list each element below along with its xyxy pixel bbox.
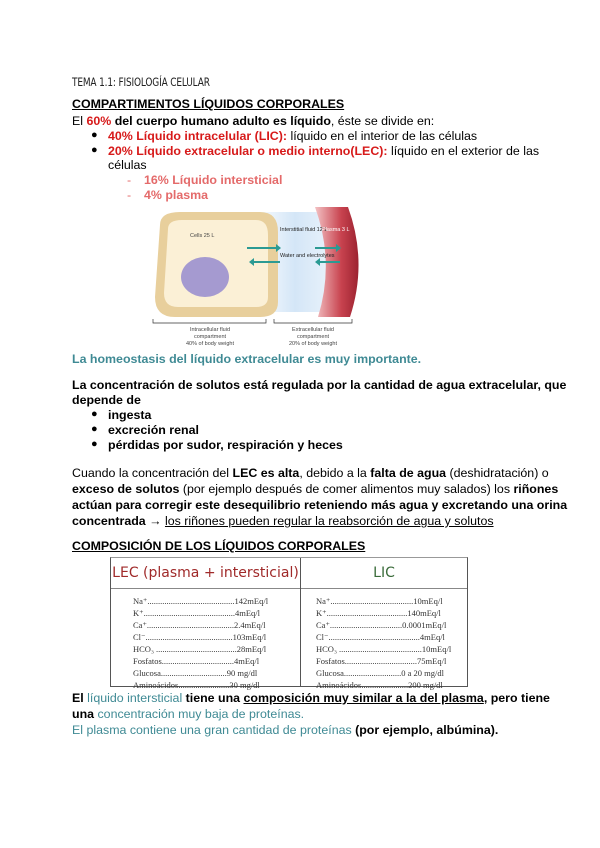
homeostasis-note: La homeostasis del líquido extracelular es muy importante. xyxy=(72,352,422,366)
table-row-lec: Glucosa...............................90 mg/dl xyxy=(133,668,258,678)
composition-table xyxy=(110,557,468,690)
plasma-label: Plasma 3 L xyxy=(322,227,350,233)
water-label: Water and electrolytes xyxy=(280,253,335,259)
bullet-icon: ● xyxy=(91,408,98,420)
ecf-label: Extracellular fluid xyxy=(292,327,334,333)
table-row-lec: Cl⁻.........................................103mEq/l xyxy=(133,632,267,642)
list-item: 40% Líquido intracelular (LIC): líquido en el interior de las células xyxy=(108,129,478,143)
list-item: ingesta xyxy=(108,408,152,422)
column-divider xyxy=(300,558,301,686)
paragraph-line: actúan para corregir este desequilibrio reteniendo más agua y excretando una orina xyxy=(72,498,568,512)
brace xyxy=(153,319,352,323)
table-row-lic: Glucosa...........................0 a 20 mg/dl xyxy=(316,668,444,678)
closing-line: El líquido intersticial tiene una composición muy similar a la del plasma, pero tiene xyxy=(72,691,550,705)
paragraph-line: Cuando la concentración del LEC es alta, debido a la falta de agua (deshidratación) o xyxy=(72,466,549,480)
icf-label: 40% of body weight xyxy=(185,341,235,347)
list-item: 20% Líquido extracelular o medio interno(LEC): líquido en el exterior de las xyxy=(108,144,540,158)
bullet-icon: ● xyxy=(91,423,98,435)
bullet-icon: ● xyxy=(91,438,98,450)
table-row-lec: K⁺...........................................4mEq/l xyxy=(133,608,261,618)
cells-label: Cells 25 L xyxy=(190,233,215,239)
ecf-label: compartment xyxy=(296,334,330,340)
dash-icon: - xyxy=(127,173,132,187)
table-row-lic: HCO₃ .......................................10mEq/l xyxy=(316,644,452,654)
section-heading: COMPOSICIÓN DE LOS LÍQUIDOS CORPORALES xyxy=(72,539,366,553)
table-header-lec: LEC (plasma + intersticial) xyxy=(111,558,301,589)
ecf-label: 20% of body weight xyxy=(288,341,338,347)
table-row-lic: Ca⁺..................................0.0001mEq/l xyxy=(316,620,447,630)
table-row-lic: Na⁺.......................................10mEq/l xyxy=(316,596,443,606)
paragraph-line: exceso de solutos (por ejemplo después de comer alimentos muy salados) los riñones xyxy=(72,482,559,496)
paragraph-line: concentrada → los riñones pueden regular la reabsorción de agua y solutos xyxy=(72,514,494,528)
concentration-text: depende de xyxy=(72,393,141,407)
sub-item: 16% Líquido intersticial xyxy=(144,173,283,187)
table-row-lic: Cl⁻...........................................4mEq/l xyxy=(316,632,445,642)
icf-label: compartment xyxy=(193,334,227,340)
fluid-compartments-diagram xyxy=(150,207,380,347)
section-heading: COMPARTIMENTOS LÍQUIDOS CORPORALES xyxy=(72,97,345,111)
list-item: pérdidas por sudor, respiración y heces xyxy=(108,438,343,452)
bullet-icon: ● xyxy=(91,129,98,141)
dash-icon: - xyxy=(127,188,132,202)
concentration-text: La concentración de solutos está regulada por la cantidad de agua extracelular, que xyxy=(72,378,567,392)
intro-text: El 60% del cuerpo humano adulto es líquido, éste se divide en: xyxy=(72,114,435,128)
sub-item: 4% plasma xyxy=(144,188,209,202)
table-row-lic: K⁺......................................140mEq/l xyxy=(316,608,441,618)
bullet-icon: ● xyxy=(91,144,98,156)
closing-line: El plasma contiene una gran cantidad de proteínas (por ejemplo, albúmina). xyxy=(72,723,499,737)
table-row-lec: Fosfatos..................................4mEq/l xyxy=(133,656,260,666)
list-item-continuation: células xyxy=(108,158,147,172)
icf-label: Intracellular fluid xyxy=(189,327,231,333)
table-row-lec: HCO₃ ......................................28mEq/l xyxy=(133,644,267,654)
table-row-lic: Fosfatos..................................75mEq/l xyxy=(316,656,447,666)
table-row-lec: Aminoácidos........................30 mg/dl xyxy=(133,680,260,690)
closing-line: una concentración muy baja de proteínas. xyxy=(72,707,305,721)
document-title: TEMA 1.1: FISIOLOGÍA CELULAR xyxy=(72,75,210,89)
nucleus xyxy=(181,257,229,297)
table-row-lic: Aminoácidos......................200 mg/dl xyxy=(316,680,443,690)
table-row-lec: Na⁺.........................................142mEq/l xyxy=(133,596,269,606)
interstitial-label: Interstitial fluid 12 L xyxy=(280,227,328,233)
table-row-lec: Ca⁺.........................................2.4mEq/l xyxy=(133,620,266,630)
list-item: excreción renal xyxy=(108,423,199,437)
table-header-lic: LIC xyxy=(301,558,467,589)
